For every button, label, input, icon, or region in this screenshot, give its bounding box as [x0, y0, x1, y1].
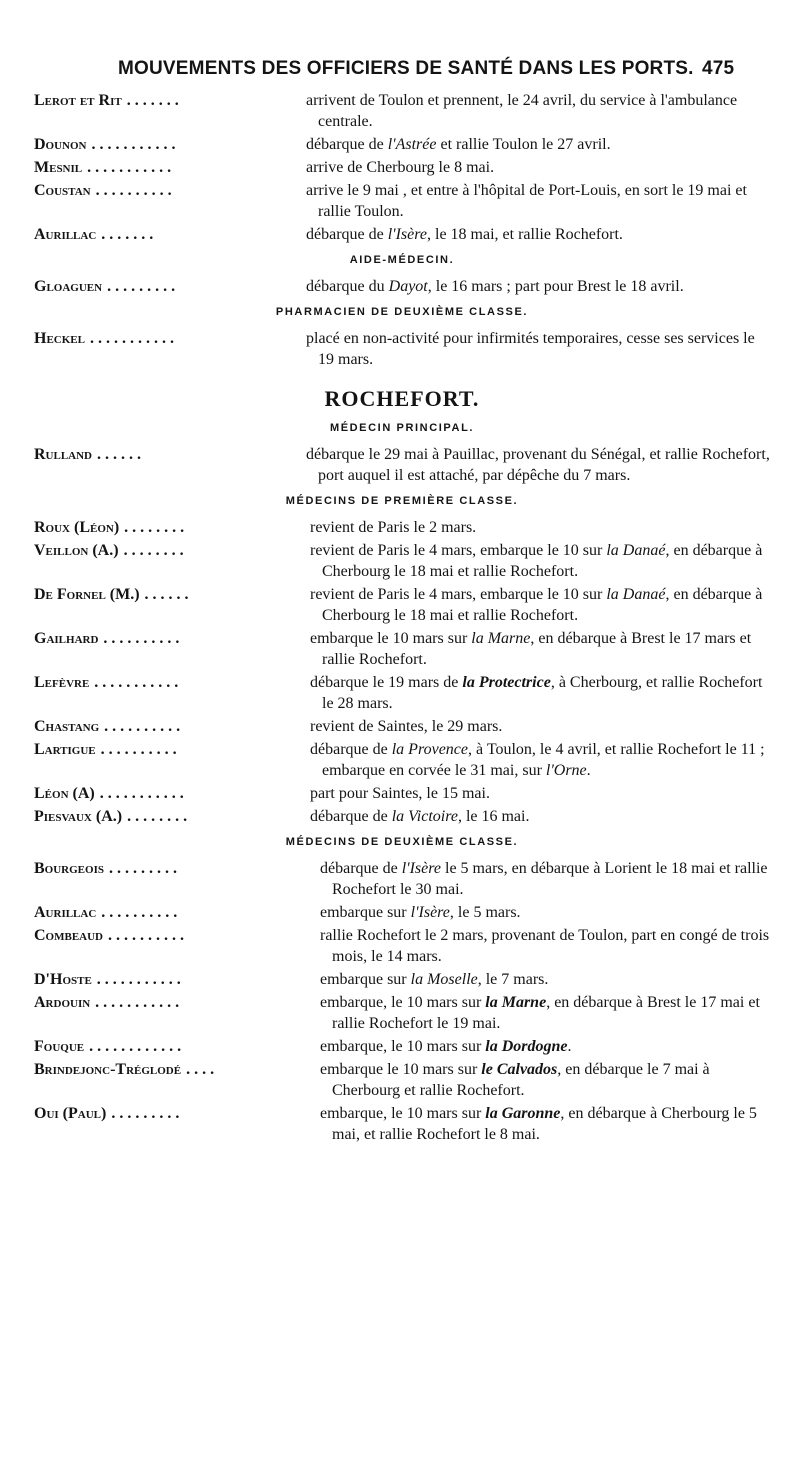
leader-dots: . . . . . . . . . . [100, 741, 177, 758]
officer-name-cell [34, 157, 298, 178]
officer-name-cell [34, 90, 298, 111]
officer-name: Roux (Léon) [34, 519, 120, 536]
movement-text: débarque de [310, 808, 392, 825]
ship-name: l'Orne [545, 762, 587, 779]
officer-entry [34, 1036, 770, 1057]
officer-entry [34, 157, 770, 178]
movement-text: , le 16 mars ; part pour Brest le 18 avril. [427, 278, 684, 295]
ship-name: la Provence [391, 741, 468, 758]
officer-name-cell [34, 224, 298, 245]
officer-entry [34, 224, 770, 245]
officer-name: Ardouin [34, 994, 91, 1011]
leader-dots: . . . . . . . . . . [103, 630, 180, 647]
movement-text: , en débarque à Cherbourg le 5 mai, et rallie Rochefort le 8 mai. [332, 1105, 757, 1143]
officer-name-cell [34, 134, 298, 155]
officer-entry [34, 1059, 770, 1101]
leader-dots: . . . . . . . [101, 226, 154, 243]
officer-name-cell [34, 517, 302, 538]
page-number: 475 [702, 58, 735, 79]
movement-description [302, 739, 770, 781]
leader-dots: . . . . . . . . [123, 542, 184, 559]
movement-description [302, 806, 770, 827]
leader-dots: . . . . . . [97, 446, 142, 463]
movement-text: , le 16 mai. [457, 808, 530, 825]
movement-text: embarque, le 10 mars sur [320, 994, 486, 1011]
officer-name-cell [34, 716, 302, 737]
leader-dots: . . . . . . . . . . [95, 182, 172, 199]
movement-text: embarque, le 10 mars sur [320, 1105, 486, 1122]
officer-name: Rulland [34, 446, 93, 463]
movement-description [302, 540, 770, 582]
page-header [0, 56, 800, 86]
ship-name: le Calvados [481, 1061, 558, 1078]
movement-text: , à Cherbourg, et rallie Rochefort le 28 mars. [322, 674, 763, 712]
officer-name-cell [34, 969, 312, 990]
leader-dots: . . . . . . . . . [111, 1105, 180, 1122]
officer-name: Bourgeois [34, 860, 104, 877]
movement-description [302, 783, 770, 804]
ship-name: l'Astrée [387, 136, 437, 153]
ship-name: la Dordogne [485, 1038, 568, 1055]
movement-text: , le 5 mars. [449, 904, 521, 921]
movement-text: , à Toulon, le 4 avril, et rallie Rochefort le 11 ; embarque en corvée le 31 mai, sur [322, 741, 765, 779]
officer-name: Aurillac [34, 226, 97, 243]
officer-name: Dounon [34, 136, 87, 153]
movement-text: embarque, le 10 mars sur [320, 1038, 486, 1055]
officer-entry [34, 90, 770, 132]
officer-name-cell [34, 276, 298, 297]
movement-text: débarque de [306, 226, 388, 243]
officer-entry [34, 444, 770, 486]
movement-text: part pour Saintes, le 15 mai. [310, 785, 490, 802]
officer-entry [34, 858, 770, 900]
ship-name: l'Isère [410, 904, 450, 921]
movement-description [298, 328, 770, 370]
officer-name: Lartigue [34, 741, 96, 758]
leader-dots: . . . . . . . . . [108, 860, 177, 877]
section-heading: MÉDECIN PRINCIPAL. [329, 422, 475, 434]
officer-name-cell [34, 1103, 312, 1124]
officer-entry [34, 739, 770, 781]
officer-name-cell [34, 672, 302, 693]
movement-text: et rallie Toulon le 27 avril. [436, 136, 611, 153]
section-heading: MÉDECINS DE PREMIÈRE CLASSE. [285, 495, 519, 507]
movement-description [312, 858, 770, 900]
officer-name: Piesvaux (A.) [34, 808, 123, 825]
officer-entry [34, 584, 770, 626]
ship-name: la Protectrice [462, 674, 551, 691]
leader-dots: . . . . . . . . . . . [89, 330, 174, 347]
leader-dots: . . . . . . . . . . . [87, 159, 172, 176]
officer-name-cell [34, 806, 302, 827]
officer-entry [34, 180, 770, 222]
officer-name: Lefèvre [34, 674, 90, 691]
leader-dots: . . . . . . . . . . . [96, 971, 181, 988]
leader-dots: . . . . . . . . . . . [95, 994, 180, 1011]
leader-dots: . . . . . . . . [127, 808, 188, 825]
movement-text: , en débarque le 7 mai à Cherbourg et rallie Rochefort. [332, 1061, 710, 1099]
leader-dots: . . . . . . [144, 586, 189, 603]
officer-entry [34, 672, 770, 714]
officer-entry [34, 992, 770, 1034]
officer-entry [34, 328, 770, 370]
officer-name: Combeaud [34, 927, 103, 944]
officer-name-cell [34, 783, 302, 804]
movement-text: , en débarque à Cherbourg le 18 mai et rallie Rochefort. [322, 586, 763, 624]
ship-name: l'Isère [401, 860, 441, 877]
movement-description [302, 517, 770, 538]
officer-entry [34, 517, 770, 538]
movement-text: embarque sur [320, 904, 411, 921]
officer-name: Coustan [34, 182, 91, 199]
movement-text: arrive le 9 mai , et entre à l'hôpital de Port-Louis, en sort le 19 mai et rallie Toulon. [306, 182, 747, 220]
ship-name: la Danaé [606, 542, 666, 559]
officer-entry [34, 134, 770, 155]
ship-name: Dayot [388, 278, 428, 295]
running-title: MOUVEMENTS DES OFFICIERS DE SANTÉ DANS LES PORTS. [118, 58, 694, 79]
officer-name: Chastang [34, 718, 100, 735]
officer-name-cell [34, 584, 302, 605]
movement-text: débarque de [310, 741, 392, 758]
movement-description [298, 180, 770, 222]
ship-name: la Danaé [606, 586, 666, 603]
movement-text: . [586, 762, 591, 779]
officer-name: Heckel [34, 330, 85, 347]
officer-name-cell [34, 328, 298, 349]
officer-name: Léon (A) [34, 785, 95, 802]
officer-entry [34, 783, 770, 804]
movement-text: arrivent de Toulon et prennent, le 24 avril, du service à l'ambulance centrale. [306, 92, 738, 130]
ship-name: la Garonne [485, 1105, 561, 1122]
officer-name-cell [34, 540, 302, 561]
section-heading: MÉDECINS DE DEUXIÈME CLASSE. [285, 836, 519, 848]
ship-name: l'Isère [387, 226, 427, 243]
officer-entry [34, 628, 770, 670]
movement-description [298, 157, 770, 178]
leader-dots: . . . . . . . [126, 92, 179, 109]
movement-text: débarque de [306, 136, 388, 153]
ship-name: la Victoire [391, 808, 458, 825]
movement-text: débarque le 19 mars de [310, 674, 463, 691]
movement-text: embarque le 10 mars sur [310, 630, 472, 647]
ship-name: la Marne [471, 630, 531, 647]
movement-text: placé en non-activité pour infirmités temporaires, cesse ses services le 19 mars. [306, 330, 755, 368]
officer-name-cell [34, 628, 302, 649]
officer-name: Brindejonc-Tréglodé [34, 1061, 182, 1078]
officer-name: Lerot et Rit [34, 92, 122, 109]
movement-text: embarque sur [320, 971, 411, 988]
officer-name: Mesnil [34, 159, 83, 176]
movement-text: revient de Paris le 2 mars. [310, 519, 477, 536]
movement-description [302, 628, 770, 670]
officer-name-cell [34, 1059, 312, 1080]
leader-dots: . . . . . . . . [124, 519, 185, 536]
leader-dots: . . . . . . . . . . . . [89, 1038, 182, 1055]
officer-name: Oui (Paul) [34, 1105, 107, 1122]
officer-name: Gloaguen [34, 278, 103, 295]
movement-text: débarque de [320, 860, 402, 877]
movement-description [298, 90, 770, 132]
section-heading: AIDE-MÉDECIN. [349, 254, 455, 266]
officer-entry [34, 276, 770, 297]
movement-description [302, 584, 770, 626]
leader-dots: . . . . . . . . . [107, 278, 176, 295]
movement-description [312, 902, 770, 923]
movement-text: embarque le 10 mars sur [320, 1061, 482, 1078]
leader-dots: . . . . . . . . . . [104, 718, 181, 735]
movement-description [312, 925, 770, 967]
movement-text: , le 7 mars. [477, 971, 549, 988]
movement-description [298, 276, 770, 297]
movement-text: revient de Saintes, le 29 mars. [310, 718, 503, 735]
leader-dots: . . . . . . . . . . . [91, 136, 176, 153]
officer-entry [34, 1103, 770, 1145]
officer-entry [34, 806, 770, 827]
officer-entry [34, 540, 770, 582]
officer-entry [34, 925, 770, 967]
movement-text: rallie Rochefort le 2 mars, provenant de Toulon, part en congé de trois mois, le 14 mars. [320, 927, 770, 965]
leader-dots: . . . . . . . . . . . [99, 785, 184, 802]
movement-text: débarque le 29 mai à Pauillac, provenant du Sénégal, et rallie Rochefort, port auquel il est attaché, par dépêche du 7 mars. [306, 446, 770, 484]
officer-name: De Fornel (M.) [34, 586, 140, 603]
movement-description [312, 969, 770, 990]
movement-description [302, 716, 770, 737]
movement-text: arrive de Cherbourg le 8 mai. [306, 159, 495, 176]
officer-entry [34, 902, 770, 923]
movement-description [312, 1036, 770, 1057]
movement-text: , en débarque à Cherbourg le 18 mai et rallie Rochefort. [322, 542, 763, 580]
movement-text: , en débarque à Brest le 17 mai et rallie Rochefort le 19 mai. [332, 994, 760, 1032]
movement-description [312, 1059, 770, 1101]
officer-name: Fouque [34, 1038, 85, 1055]
leader-dots: . . . . . . . . . . . [94, 674, 179, 691]
page-body [34, 90, 770, 1147]
leader-dots: . . . . . . . . . . [101, 904, 178, 921]
port-heading: ROCHEFORT. [324, 386, 480, 411]
movement-description [312, 1103, 770, 1145]
movement-text: revient de Paris le 4 mars, embarque le 10 sur [310, 542, 607, 559]
officer-name: D'Hoste [34, 971, 92, 988]
officer-name-cell [34, 1036, 312, 1057]
movement-text: . [567, 1038, 572, 1055]
officer-name: Aurillac [34, 904, 97, 921]
officer-name-cell [34, 858, 312, 879]
movement-text: , en débarque à Brest le 17 mars et rallie Rochefort. [322, 630, 752, 668]
ship-name: la Marne [485, 994, 547, 1011]
movement-text: débarque du [306, 278, 389, 295]
movement-description [298, 224, 770, 245]
movement-text: revient de Paris le 4 mars, embarque le 10 sur [310, 586, 607, 603]
ship-name: la Moselle [410, 971, 478, 988]
officer-name-cell [34, 739, 302, 760]
movement-description [298, 444, 770, 486]
officer-name: Gailhard [34, 630, 99, 647]
movement-text: le 5 mars, en débarque à Lorient le 18 mai et rallie Rochefort le 30 mai. [332, 860, 768, 898]
officer-entry [34, 969, 770, 990]
officer-name-cell [34, 902, 312, 923]
movement-description [302, 672, 770, 714]
movement-text: , le 18 mai, et rallie Rochefort. [427, 226, 623, 243]
movement-description [298, 134, 770, 155]
officer-name-cell [34, 180, 298, 201]
officer-name-cell [34, 992, 312, 1013]
leader-dots: . . . . . . . . . . [108, 927, 184, 944]
officer-name-cell [34, 444, 298, 465]
officer-name: Veillon (A.) [34, 542, 119, 559]
section-heading: PHARMACIEN DE DEUXIÈME CLASSE. [275, 306, 529, 318]
officer-entry [34, 716, 770, 737]
movement-description [312, 992, 770, 1034]
officer-name-cell [34, 925, 312, 946]
leader-dots: . . . . [186, 1061, 215, 1078]
